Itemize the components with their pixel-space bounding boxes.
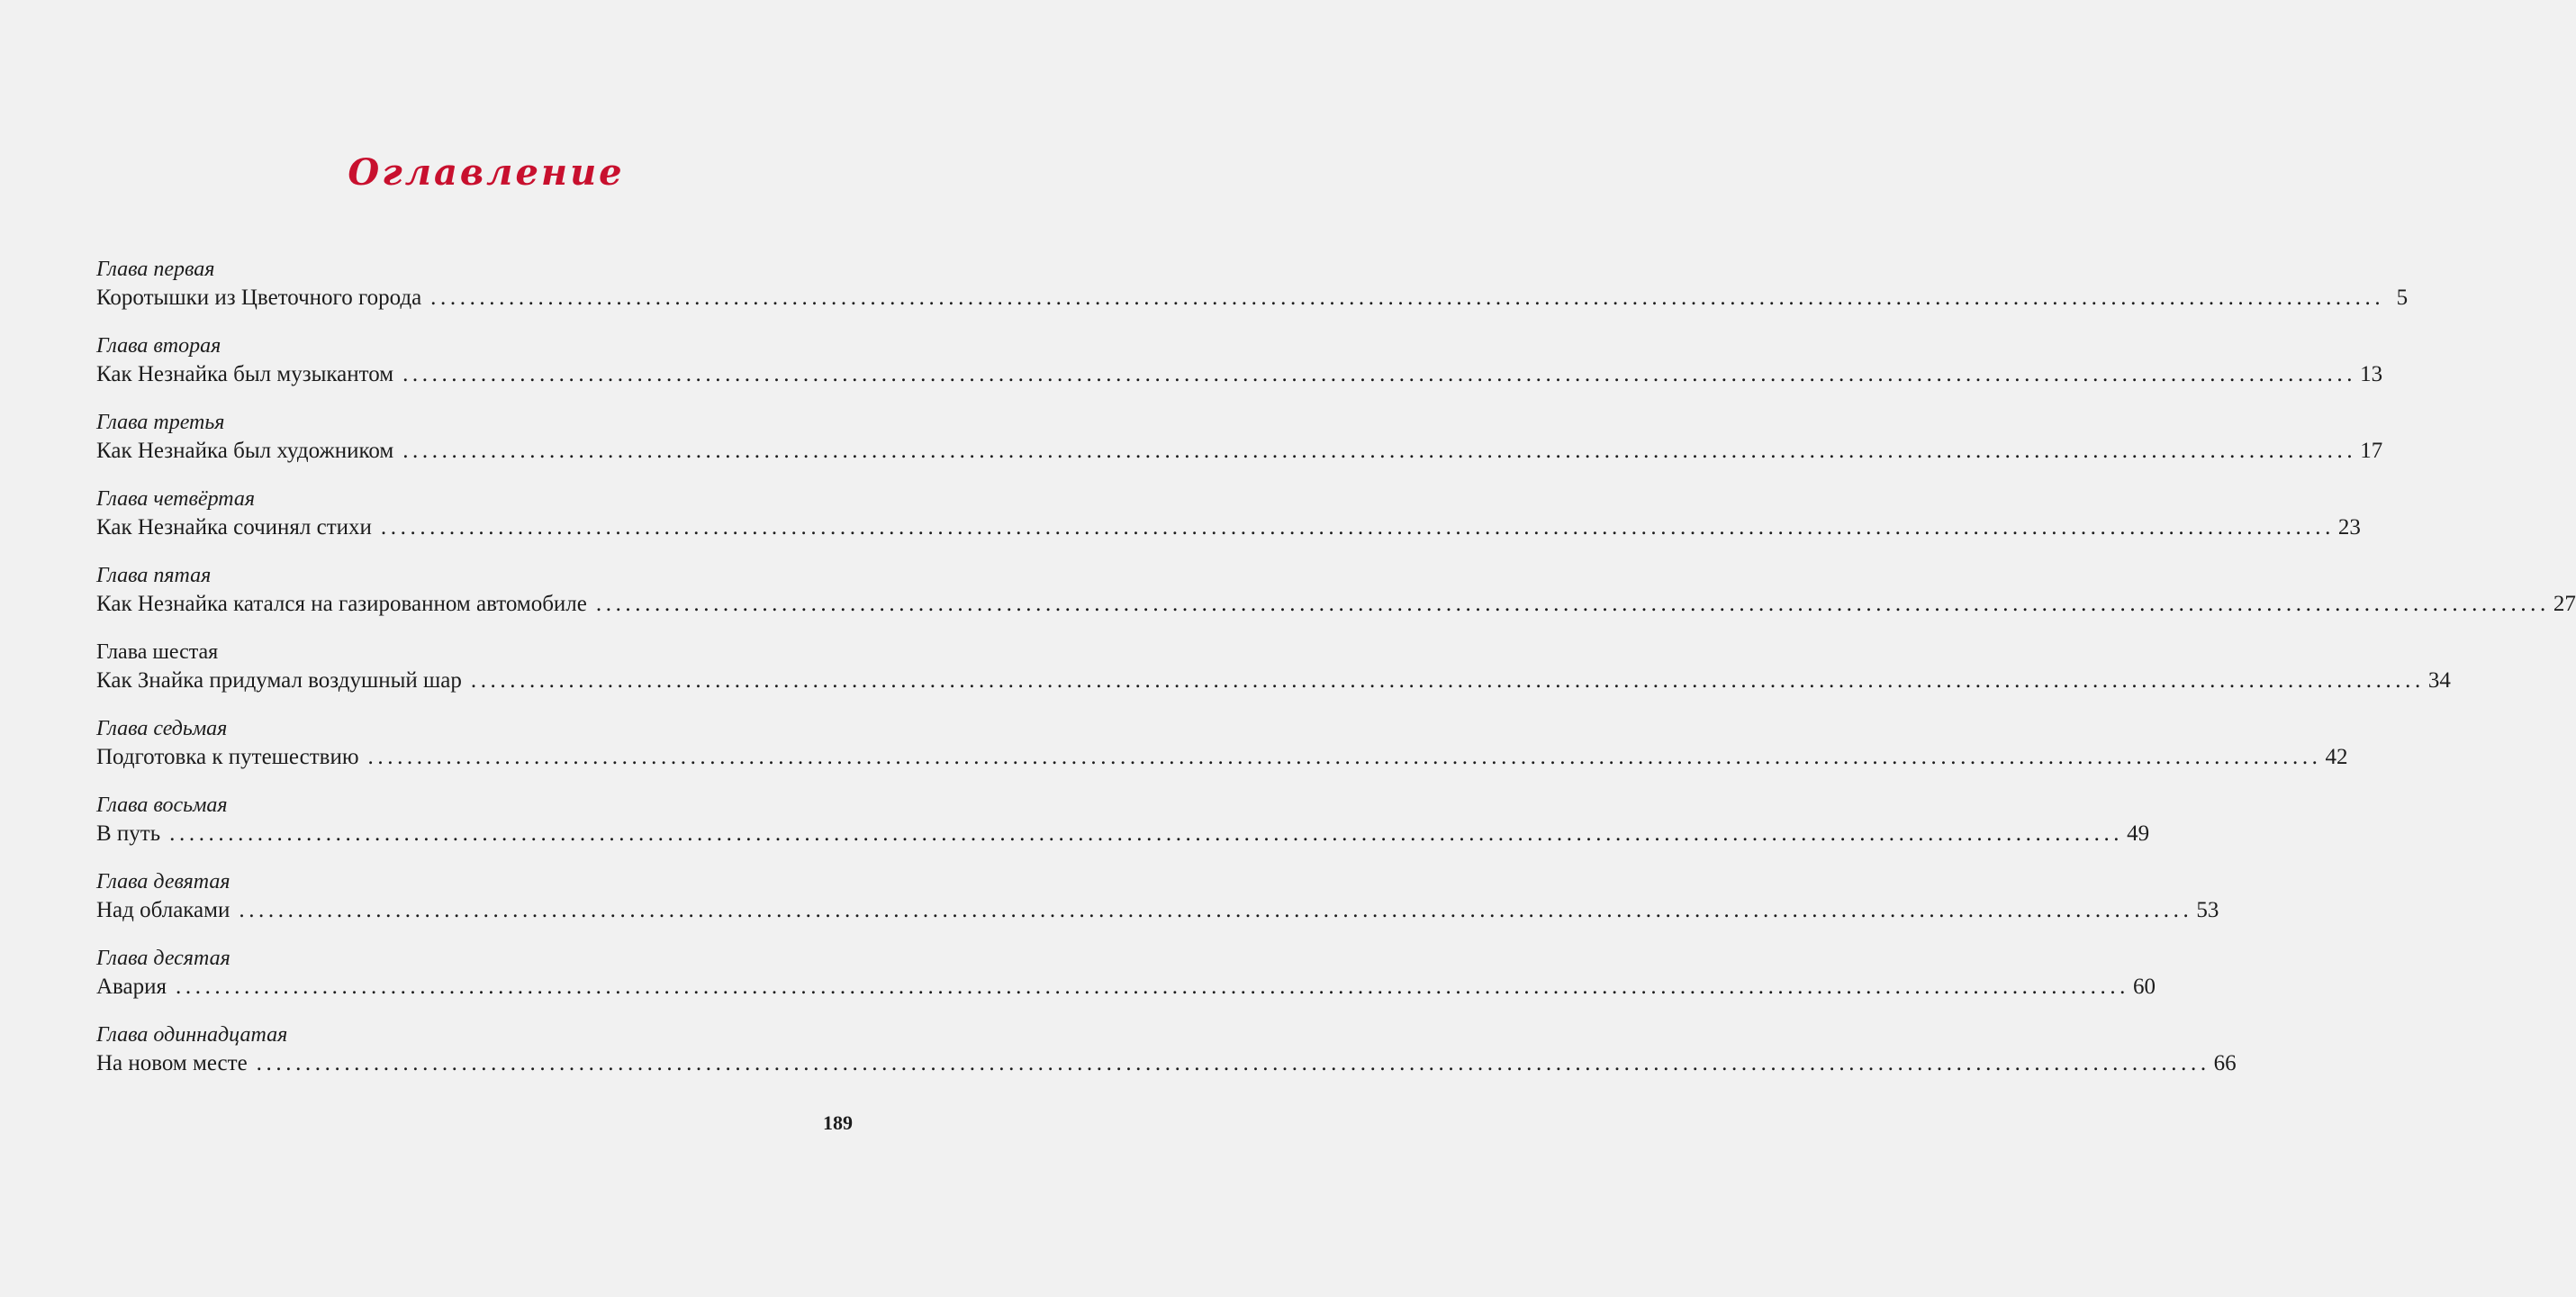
- chapter-title: В путь: [96, 821, 161, 846]
- chapter-label: Глава девятая: [96, 870, 230, 893]
- dot-leader: ........................................................................................................................................................................................................: [402, 439, 2357, 463]
- page-number: 34: [2427, 668, 2451, 693]
- chapter-label: Глава пятая: [96, 564, 212, 587]
- toc-line: [96, 667, 2451, 695]
- dot-leader: ........................................................................................................................................................................................................: [367, 745, 2322, 769]
- dot-leader: ........................................................................................................................................................................................................: [169, 821, 2124, 846]
- dot-leader: ........................................................................................................................................................................................................: [470, 668, 2425, 693]
- chapter-label: Глава четвёртая: [96, 487, 256, 511]
- chapter-label: Глава седьмая: [96, 717, 228, 740]
- page-number: 23: [2337, 515, 2361, 540]
- page-number: 66: [2213, 1051, 2237, 1075]
- toc-line: [96, 360, 2383, 389]
- toc-entry-9: [96, 867, 2219, 944]
- toc-line: [96, 1049, 2237, 1078]
- chapter-title: Как Знайка придумал воздушный шар: [96, 668, 462, 693]
- toc-line: [96, 437, 2383, 466]
- page-number: 27: [2553, 592, 2576, 616]
- chapter-label: Глава вторая: [96, 334, 221, 358]
- chapter-title: Коротышки из Цветочного города: [96, 286, 422, 310]
- page-number: 13: [2360, 362, 2383, 386]
- page-title: Оглавление: [348, 151, 625, 194]
- dot-leader: ........................................................................................................................................................................................................: [380, 515, 2335, 540]
- chapter-title: Как Незнайка был музыкантом: [96, 362, 394, 386]
- page-number: 5: [2396, 286, 2409, 310]
- dot-leader: ........................................................................................................................................................................................................: [176, 975, 2130, 999]
- chapter-title: Авария: [96, 975, 167, 999]
- chapter-label: Глава одиннадцатая: [96, 1023, 288, 1047]
- page-number: 49: [2127, 821, 2150, 846]
- dot-leader: ........................................................................................................................................................................................................: [430, 286, 2385, 310]
- page-folio-number: 189: [823, 1111, 853, 1134]
- toc-line: [96, 513, 2361, 542]
- toc-line: [96, 284, 2409, 313]
- dot-leader: ........................................................................................................................................................................................................: [402, 362, 2357, 386]
- dot-leader: ........................................................................................................................................................................................................: [239, 898, 2193, 922]
- chapter-title: Как Незнайка был художником: [96, 439, 394, 463]
- chapter-label: Глава восьмая: [96, 794, 228, 817]
- page-number: 42: [2325, 745, 2348, 769]
- page-number: 53: [2196, 898, 2219, 922]
- dot-leader: ........................................................................................................................................................................................................: [595, 592, 2550, 616]
- toc-entry-2: [96, 331, 2383, 408]
- chapter-label: Глава третья: [96, 411, 225, 434]
- toc-line: [96, 896, 2219, 925]
- toc-entry-6: [96, 638, 2451, 714]
- toc-entry-10: [96, 944, 2156, 1020]
- chapter-label: Глава шестая: [96, 640, 219, 664]
- chapter-title: Над облаками: [96, 898, 230, 922]
- chapter-label: Глава первая: [96, 258, 215, 281]
- toc-entry-7: [96, 714, 2348, 791]
- dot-leader: ........................................................................................................................................................................................................: [256, 1051, 2210, 1075]
- toc-entry-4: [96, 485, 2361, 561]
- toc-entry-11: [96, 1020, 2237, 1097]
- page-number: 17: [2360, 439, 2383, 463]
- toc-entry-1: [96, 255, 2409, 331]
- chapter-title: Подготовка к путешествию: [96, 745, 359, 769]
- toc-line: [96, 820, 2150, 848]
- toc-line: [96, 590, 2576, 619]
- table-of-contents: [96, 255, 2576, 1097]
- chapter-title: Как Незнайка сочинял стихи: [96, 515, 372, 540]
- toc-entry-8: [96, 791, 2150, 867]
- chapter-title: Как Незнайка катался на газированном автомобиле: [96, 592, 587, 616]
- chapter-label: Глава десятая: [96, 947, 230, 970]
- chapter-title: На новом месте: [96, 1051, 248, 1075]
- toc-entry-5: [96, 561, 2576, 638]
- toc-entry-3: [96, 408, 2383, 485]
- toc-line: [96, 973, 2156, 1002]
- toc-line: [96, 743, 2348, 772]
- page-number: 60: [2133, 975, 2156, 999]
